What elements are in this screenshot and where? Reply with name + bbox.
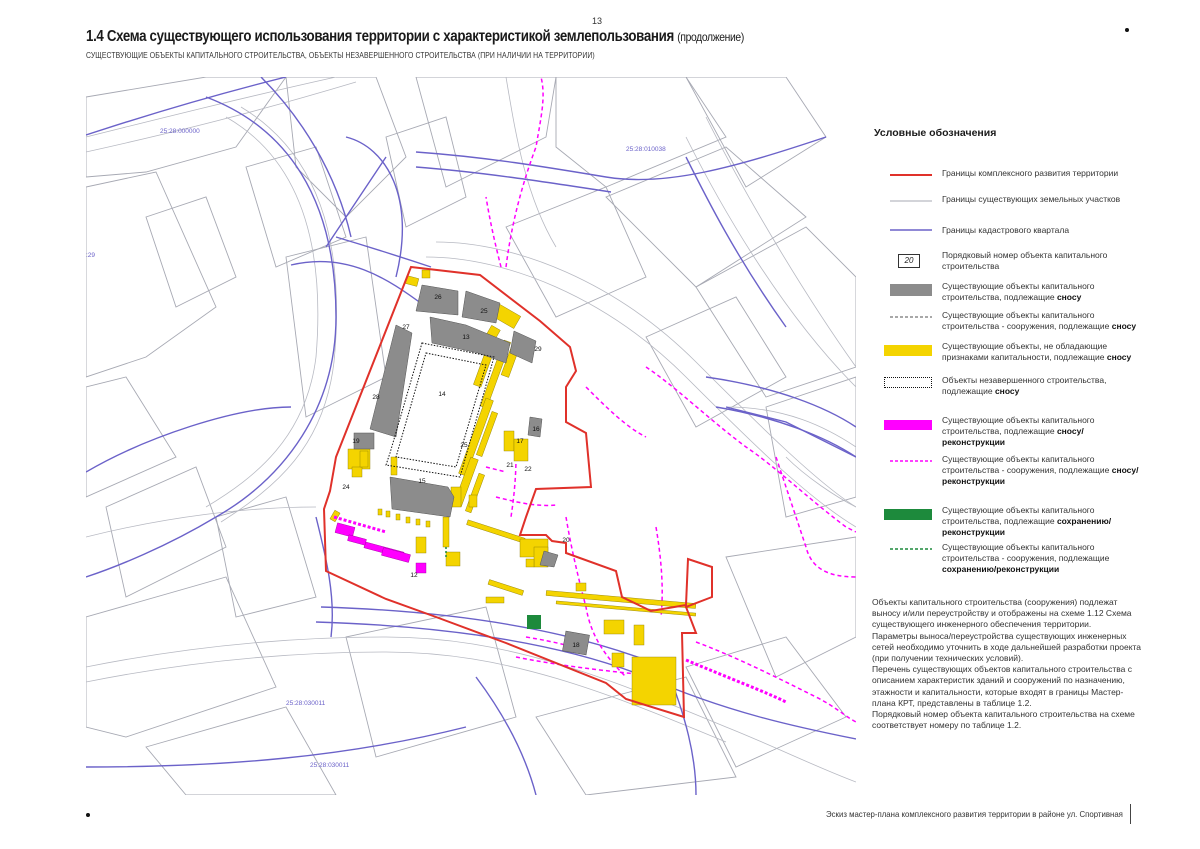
legend-text-bold: сносу — [994, 386, 1020, 396]
map-building-label: 19 — [352, 438, 360, 445]
legend-magenta-fill-icon — [884, 420, 932, 430]
site-map[interactable] — [86, 77, 856, 795]
map-building-label: 14 — [438, 391, 446, 398]
legend-text-bold: сносу/реконструкции — [942, 465, 1139, 486]
legend-text-bold: сохранению/ реконструкции — [942, 516, 1112, 537]
legend-text-part: Существующие объекты капитального строительства - сооружения, подлежащие — [942, 454, 1112, 475]
legend-text — [942, 310, 1142, 332]
legend-number-box-icon: 20 — [898, 254, 920, 268]
cadastral-label: 25:28:010038 — [626, 146, 666, 153]
map-svg — [86, 77, 856, 795]
legend-text — [942, 454, 1142, 487]
page-subtitle: СУЩЕСТВУЮЩИЕ ОБЪЕКТЫ КАПИТАЛЬНОГО СТРОИТЕЛЬСТВА, ОБЪЕКТЫ НЕЗАВЕРШЕННОГО СТРОИТЕЛЬСТВА (ПРИ НАЛИЧИИ НА ТЕРРИТОРИИ) — [86, 51, 595, 60]
legend-text-bold: сносу — [1106, 352, 1132, 362]
legend-green-dash-icon — [882, 546, 934, 552]
map-building-label: 18 — [572, 642, 580, 649]
legend-green-fill-icon — [884, 509, 932, 520]
legend-text-part: Существующие объекты капитального строительства, подлежащие — [942, 281, 1095, 302]
map-building-label: 28 — [372, 394, 380, 401]
legend-magenta-dash-icon — [882, 458, 934, 464]
legend-text — [942, 375, 1142, 397]
map-building-label: 15 — [418, 478, 426, 485]
legend-blue-line-icon — [882, 227, 934, 233]
legend-text-bold: сносу/ реконструкции — [942, 426, 1084, 447]
legend-text-part: Существующие объекты капитального строительства - сооружения, подлежащие — [942, 310, 1112, 331]
legend-gray-line-icon — [882, 198, 934, 204]
page-title-suffix: (продолжение) — [677, 30, 744, 44]
map-building-label: 20 — [562, 537, 570, 544]
map-building-label: 29 — [534, 346, 542, 353]
map-notes: Объекты капитального строительства (сооружения) подлежат выносу и/или переустройству и отображены на схеме 1.12 Схема существующего инженерного обеспечения территории. Параметры выноса/переустройства существующих инженерных сетей необходимо уточнить в ходе дальнейшей разработки проекта (при получении технических условий). Перечень существующих объектов капитального строительства с описанием характеристик зданий и сооружений по назначению, этажности и капитальности, которые входят в границы Мастер-плана КРТ, представлены в таблице 1.2. Порядковый номер объекта капитального строительства на схеме соответствует номеру по таблице 1.2. — [872, 597, 1142, 731]
legend-text — [942, 281, 1142, 303]
legend-text — [942, 415, 1142, 448]
map-building-label: 22 — [524, 466, 532, 473]
legend-red-line-icon — [882, 172, 934, 178]
legend-text: Границы комплексного развития территории — [942, 168, 1119, 178]
cadastral-label: 25:28:000000 — [160, 128, 200, 135]
legend-text-part: Существующие объекты, не обладающие признаками капитальности, подлежащие — [942, 341, 1108, 362]
legend-text-bold: сохранению/реконструкции — [942, 564, 1060, 574]
legend-title: Условные обозначения — [874, 127, 997, 139]
legend-dotted-box-icon — [884, 377, 932, 388]
legend-text: Границы существующих земельных участков — [942, 194, 1121, 204]
legend-yellow-fill-icon — [884, 345, 932, 356]
legend-text-bold: сносу — [1111, 321, 1137, 331]
map-building-label: 27 — [402, 324, 410, 331]
map-building-label: 26 — [434, 294, 442, 301]
legend-text — [942, 542, 1142, 575]
footer-divider — [1130, 804, 1131, 824]
map-building-label: 24 — [342, 484, 350, 491]
legend-text — [942, 341, 1142, 363]
legend-text: Границы кадастрового квартала — [942, 225, 1070, 235]
page-title-text: 1.4 Схема существующего использования территории с характеристикой землепользования — [86, 28, 674, 45]
legend-text-bold: сносу — [1056, 292, 1082, 302]
corner-dot — [1125, 28, 1129, 32]
footer-text: Эскиз мастер-плана комплексного развития территории в районе ул. Спортивная — [826, 809, 1123, 819]
legend-text-part: Объекты незавершенного строительства, подлежащие — [942, 375, 1107, 396]
map-building-label: 21 — [506, 462, 514, 469]
cadastral-label: 25:28:030011 — [286, 700, 326, 707]
page-number: 13 — [592, 16, 603, 26]
map-building-label: 16 — [532, 426, 540, 433]
legend-text: Порядковый номер объекта капитального строительства — [942, 250, 1108, 271]
cadastral-label: 25:28:030011 — [310, 762, 350, 769]
legend-gray-fill-icon — [890, 284, 932, 296]
map-building-label: 13 — [462, 334, 470, 341]
legend-text-part: Существующие объекты капитального строительства, подлежащие — [942, 505, 1095, 526]
legend-text-part: Существующие объекты капитального строительства - сооружения, подлежащие — [942, 542, 1110, 563]
map-building-label: 25 — [480, 308, 488, 315]
corner-dot — [86, 813, 90, 817]
map-building-label: 12 — [410, 572, 418, 579]
page-title — [86, 28, 744, 46]
cadastral-label: :29 — [86, 252, 96, 259]
map-building-label: 25 — [460, 442, 468, 449]
map-building-label: 17 — [516, 438, 524, 445]
legend-gray-dash-icon — [882, 314, 934, 320]
legend-text — [942, 505, 1142, 538]
legend-text-part: Существующие объекты капитального строительства, подлежащие — [942, 415, 1095, 436]
